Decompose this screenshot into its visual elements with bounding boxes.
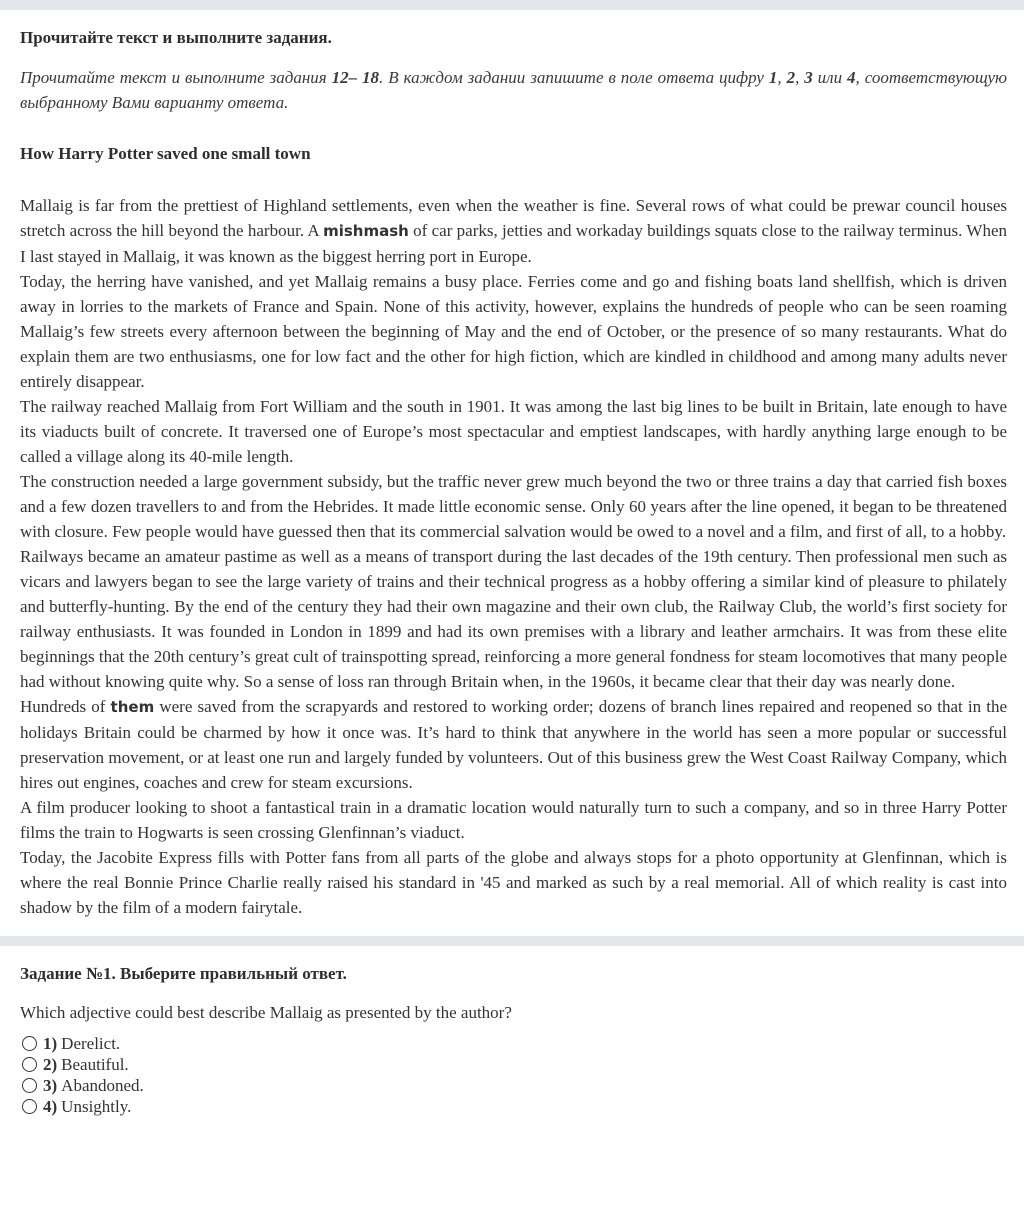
article-paragraph-7: A film producer looking to shoot a fantastical train in a dramatic location would naturally turn to such a company, and so in three Harry Potter films the train to Hogwarts is seen crossing Glenfinnan’s viaduct. — [20, 798, 1007, 842]
option-number: 2) — [43, 1054, 58, 1074]
task-section — [0, 946, 1024, 1117]
task-question: Which adjective could best describe Mallaig as presented by the author? — [20, 1003, 512, 1022]
article-paragraph-1 — [20, 193, 1007, 269]
paragraph-text: of car parks, jetties and workaday buildings squats close to the railway terminus. When I last stayed in Mallaig, it was known as the biggest herring port in Europe. — [20, 221, 1007, 266]
article-paragraph-8: Today, the Jacobite Express fills with Potter fans from all parts of the globe and always stops for a photo opportunity at Glenfinnan, which is where the real Bonnie Prince Charlie really raised his standard in '45 and marked as such by a real memorial. All of which reality is cast into shadow by the film of a modern fairytale. — [20, 848, 1007, 917]
separator: , — [795, 68, 805, 87]
task-heading: Задание №1. Выберите правильный ответ. — [20, 964, 347, 983]
task-range: 12– 18 — [331, 68, 380, 87]
answer-option-2[interactable] — [20, 1054, 1004, 1075]
instructions — [20, 65, 1007, 115]
article-title: How Harry Potter saved one small town — [20, 144, 311, 163]
article-paragraph-2: Today, the herring have vanished, and yet Mallaig remains a busy place. Ferries come and go and fishing boats land shellfish, which is driven away in lorries to the markets of France and Spain. None of this activity, however, explains the hundreds of people who can be seen roaming Mallaig’s few streets every afternoon between the beginning of May and the end of October, or the presence of so many restaurants. What do explain them are two enthusiasms, one for low fact and the other for high fiction, which are kindled in childhood and among many adults never entirely disappear. — [20, 272, 1007, 391]
option-number: 1) — [43, 1033, 58, 1053]
answer-option-4[interactable] — [20, 1096, 1004, 1117]
top-divider — [0, 0, 1024, 10]
option-text: Unsightly. — [61, 1096, 132, 1116]
option-number: 3) — [43, 1075, 58, 1095]
article-paragraph-4: The construction needed a large government subsidy, but the traffic never grew much beyond the two or three trains a day that carried fish boxes and a few dozen travellers to and from the Hebrides. It made little economic sense. Only 60 years after the line opened, it began to be threatened with closure. Few people would have guessed then that its commercial salvation would be owed to a novel and a film, and first of all, to a hobby. — [20, 472, 1007, 541]
paragraph-text: Mallaig is far from the prettiest of Highland settlements, even when the weather is fine. Several rows of what could be prewar council houses stretch across the hill beyond the harbour. A — [20, 196, 1007, 240]
answer-option-1[interactable] — [20, 1033, 1004, 1054]
radio-button[interactable] — [22, 1036, 37, 1051]
instructions-text: . В каждом задании запишите в поле ответа цифру — [379, 68, 769, 87]
highlighted-word-mishmash: mishmash — [323, 222, 409, 240]
article-paragraph-5: Railways became an amateur pastime as well as a means of transport during the last decades of the 19th century. Then professional men such as vicars and lawyers began to see the large variety of trains and their technical progress as a hobby offering a similar kind of pleasure to philately and butterfly-hunting. By the end of the century they had their own magazine and their own club, the Railway Club, the world’s first society for railway enthusiasts. It was founded in London in 1899 and had its own premises with a library and leather armchairs. It was from these elite beginnings that the 20th century’s great cult of trainspotting spread, reinforcing a more general fondness for steam locomotives that many people had without knowing quite why. So a sense of loss ran through Britain when, in the 1960s, it became clear that their day was nearly done. — [20, 547, 1007, 691]
paragraph-text: Hundreds of — [20, 697, 111, 716]
section-divider — [0, 936, 1024, 946]
reading-section — [0, 10, 1024, 920]
option-text: Beautiful. — [61, 1054, 129, 1074]
option-text: Derelict. — [61, 1033, 121, 1053]
instructions-text: , соответствующую выбранному Вами варианту ответа. — [20, 68, 1007, 112]
option-text: Abandoned. — [61, 1075, 144, 1095]
section-heading: Прочитайте текст и выполните задания. — [20, 28, 332, 47]
paragraph-text: were saved from the scrapyards and restored to working order; dozens of branch lines repaired and reopened so that in the holidays Britain could be charmed by how it once was. It’s hard to think that anywhere in the world has seen a more popular or successful preservation movement, or at least one run and largely funded by volunteers. Out of this business grew the West Coast Railway Company, which hires out engines, coaches and crew for steam excursions. — [20, 697, 1007, 792]
radio-button[interactable] — [22, 1078, 37, 1093]
digit-3: 3 — [804, 68, 813, 87]
digit-4: 4 — [847, 68, 856, 87]
answer-option-3[interactable] — [20, 1075, 1004, 1096]
separator: , — [777, 68, 787, 87]
radio-button[interactable] — [22, 1057, 37, 1072]
highlighted-word-them: them — [110, 698, 155, 716]
digit-2: 2 — [786, 68, 796, 87]
article-paragraph-6 — [20, 694, 1007, 795]
instructions-text: или — [812, 68, 848, 87]
article-paragraph-3: The railway reached Mallaig from Fort William and the south in 1901. It was among the last big lines to be built in Britain, late enough to have its viaducts built of concrete. It traversed one of Europe’s most spectacular and emptiest landscapes, with hardly anything large enough to be called a village along its 40-mile length. — [20, 397, 1007, 466]
radio-button[interactable] — [22, 1099, 37, 1114]
instructions-text: Прочитайте текст и выполните задания — [20, 68, 332, 87]
answer-options — [20, 1033, 1004, 1117]
digit-1: 1 — [768, 68, 778, 87]
option-number: 4) — [43, 1096, 58, 1116]
article-body — [20, 193, 1007, 920]
